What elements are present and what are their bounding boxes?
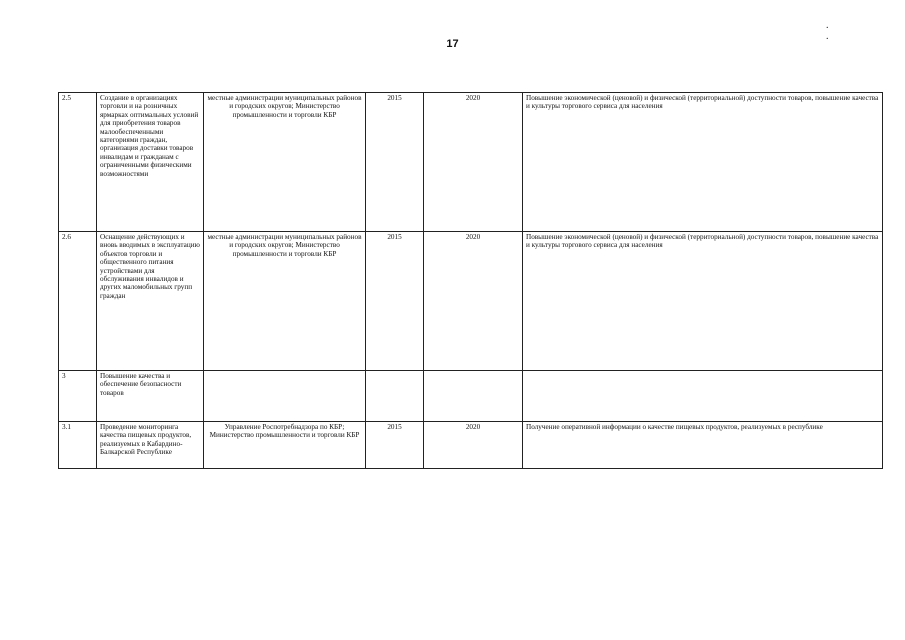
measure-name-cell: Создание в организациях торговли и на розничных ярмарках оптимальных условий для приобретения товаров малообеспеченными категориями граждан, организация доставки товаров инвалидам и гражданам с ограниченными физическими возможностями bbox=[97, 93, 204, 232]
expected-result-cell: Получение оперативной информации о качестве пищевых продуктов, реализуемых в республике bbox=[523, 422, 883, 469]
expected-result-cell: Повышение экономической (ценовой) и физической (территориальной) доступности товаров, повышение качества и культуры торгового сервиса для населения bbox=[523, 93, 883, 232]
executor-cell bbox=[204, 371, 366, 422]
expected-result-cell: Повышение экономической (ценовой) и физической (территориальной) доступности товаров, повышение качества и культуры торгового сервиса для населения bbox=[523, 232, 883, 371]
start-year-cell: 2015 bbox=[366, 422, 424, 469]
table-row bbox=[59, 232, 883, 371]
page-number: 17 bbox=[446, 38, 459, 50]
start-year-cell: 2015 bbox=[366, 93, 424, 232]
expected-result-cell bbox=[523, 371, 883, 422]
end-year-cell: 2020 bbox=[424, 232, 523, 371]
measure-name-cell: Проведение мониторинга качества пищевых продуктов, реализуемых в Кабардино-Балкарской Республике bbox=[97, 422, 204, 469]
executor-cell: Управление Роспотребнадзора по КБР; Министерство промышленности и торговли КБР bbox=[204, 422, 366, 469]
row-number-cell: 3.1 bbox=[59, 422, 97, 469]
end-year-cell: 2020 bbox=[424, 422, 523, 469]
table-row bbox=[59, 371, 883, 422]
row-number-cell: 3 bbox=[59, 371, 97, 422]
corner-marks: . . bbox=[826, 20, 857, 42]
start-year-cell: 2015 bbox=[366, 232, 424, 371]
executor-cell: местные администрации муниципальных районов и городских округов; Министерство промышленности и торговли КБР bbox=[204, 232, 366, 371]
table-row bbox=[59, 93, 883, 232]
executor-cell: местные администрации муниципальных районов и городских округов; Министерство промышленности и торговли КБР bbox=[204, 93, 366, 232]
action-plan-table bbox=[58, 92, 883, 469]
measure-name-cell: Повышение качества и обеспечение безопасности товаров bbox=[97, 371, 204, 422]
measure-name-cell: Оснащение действующих и вновь вводимых в эксплуатацию объектов торговли и общественного питания устройствами для обслуживания инвалидов и других маломобильных групп граждан bbox=[97, 232, 204, 371]
end-year-cell bbox=[424, 371, 523, 422]
row-number-cell: 2.6 bbox=[59, 232, 97, 371]
row-number-cell: 2.5 bbox=[59, 93, 97, 232]
table-row bbox=[59, 422, 883, 469]
start-year-cell bbox=[366, 371, 424, 422]
end-year-cell: 2020 bbox=[424, 93, 523, 232]
